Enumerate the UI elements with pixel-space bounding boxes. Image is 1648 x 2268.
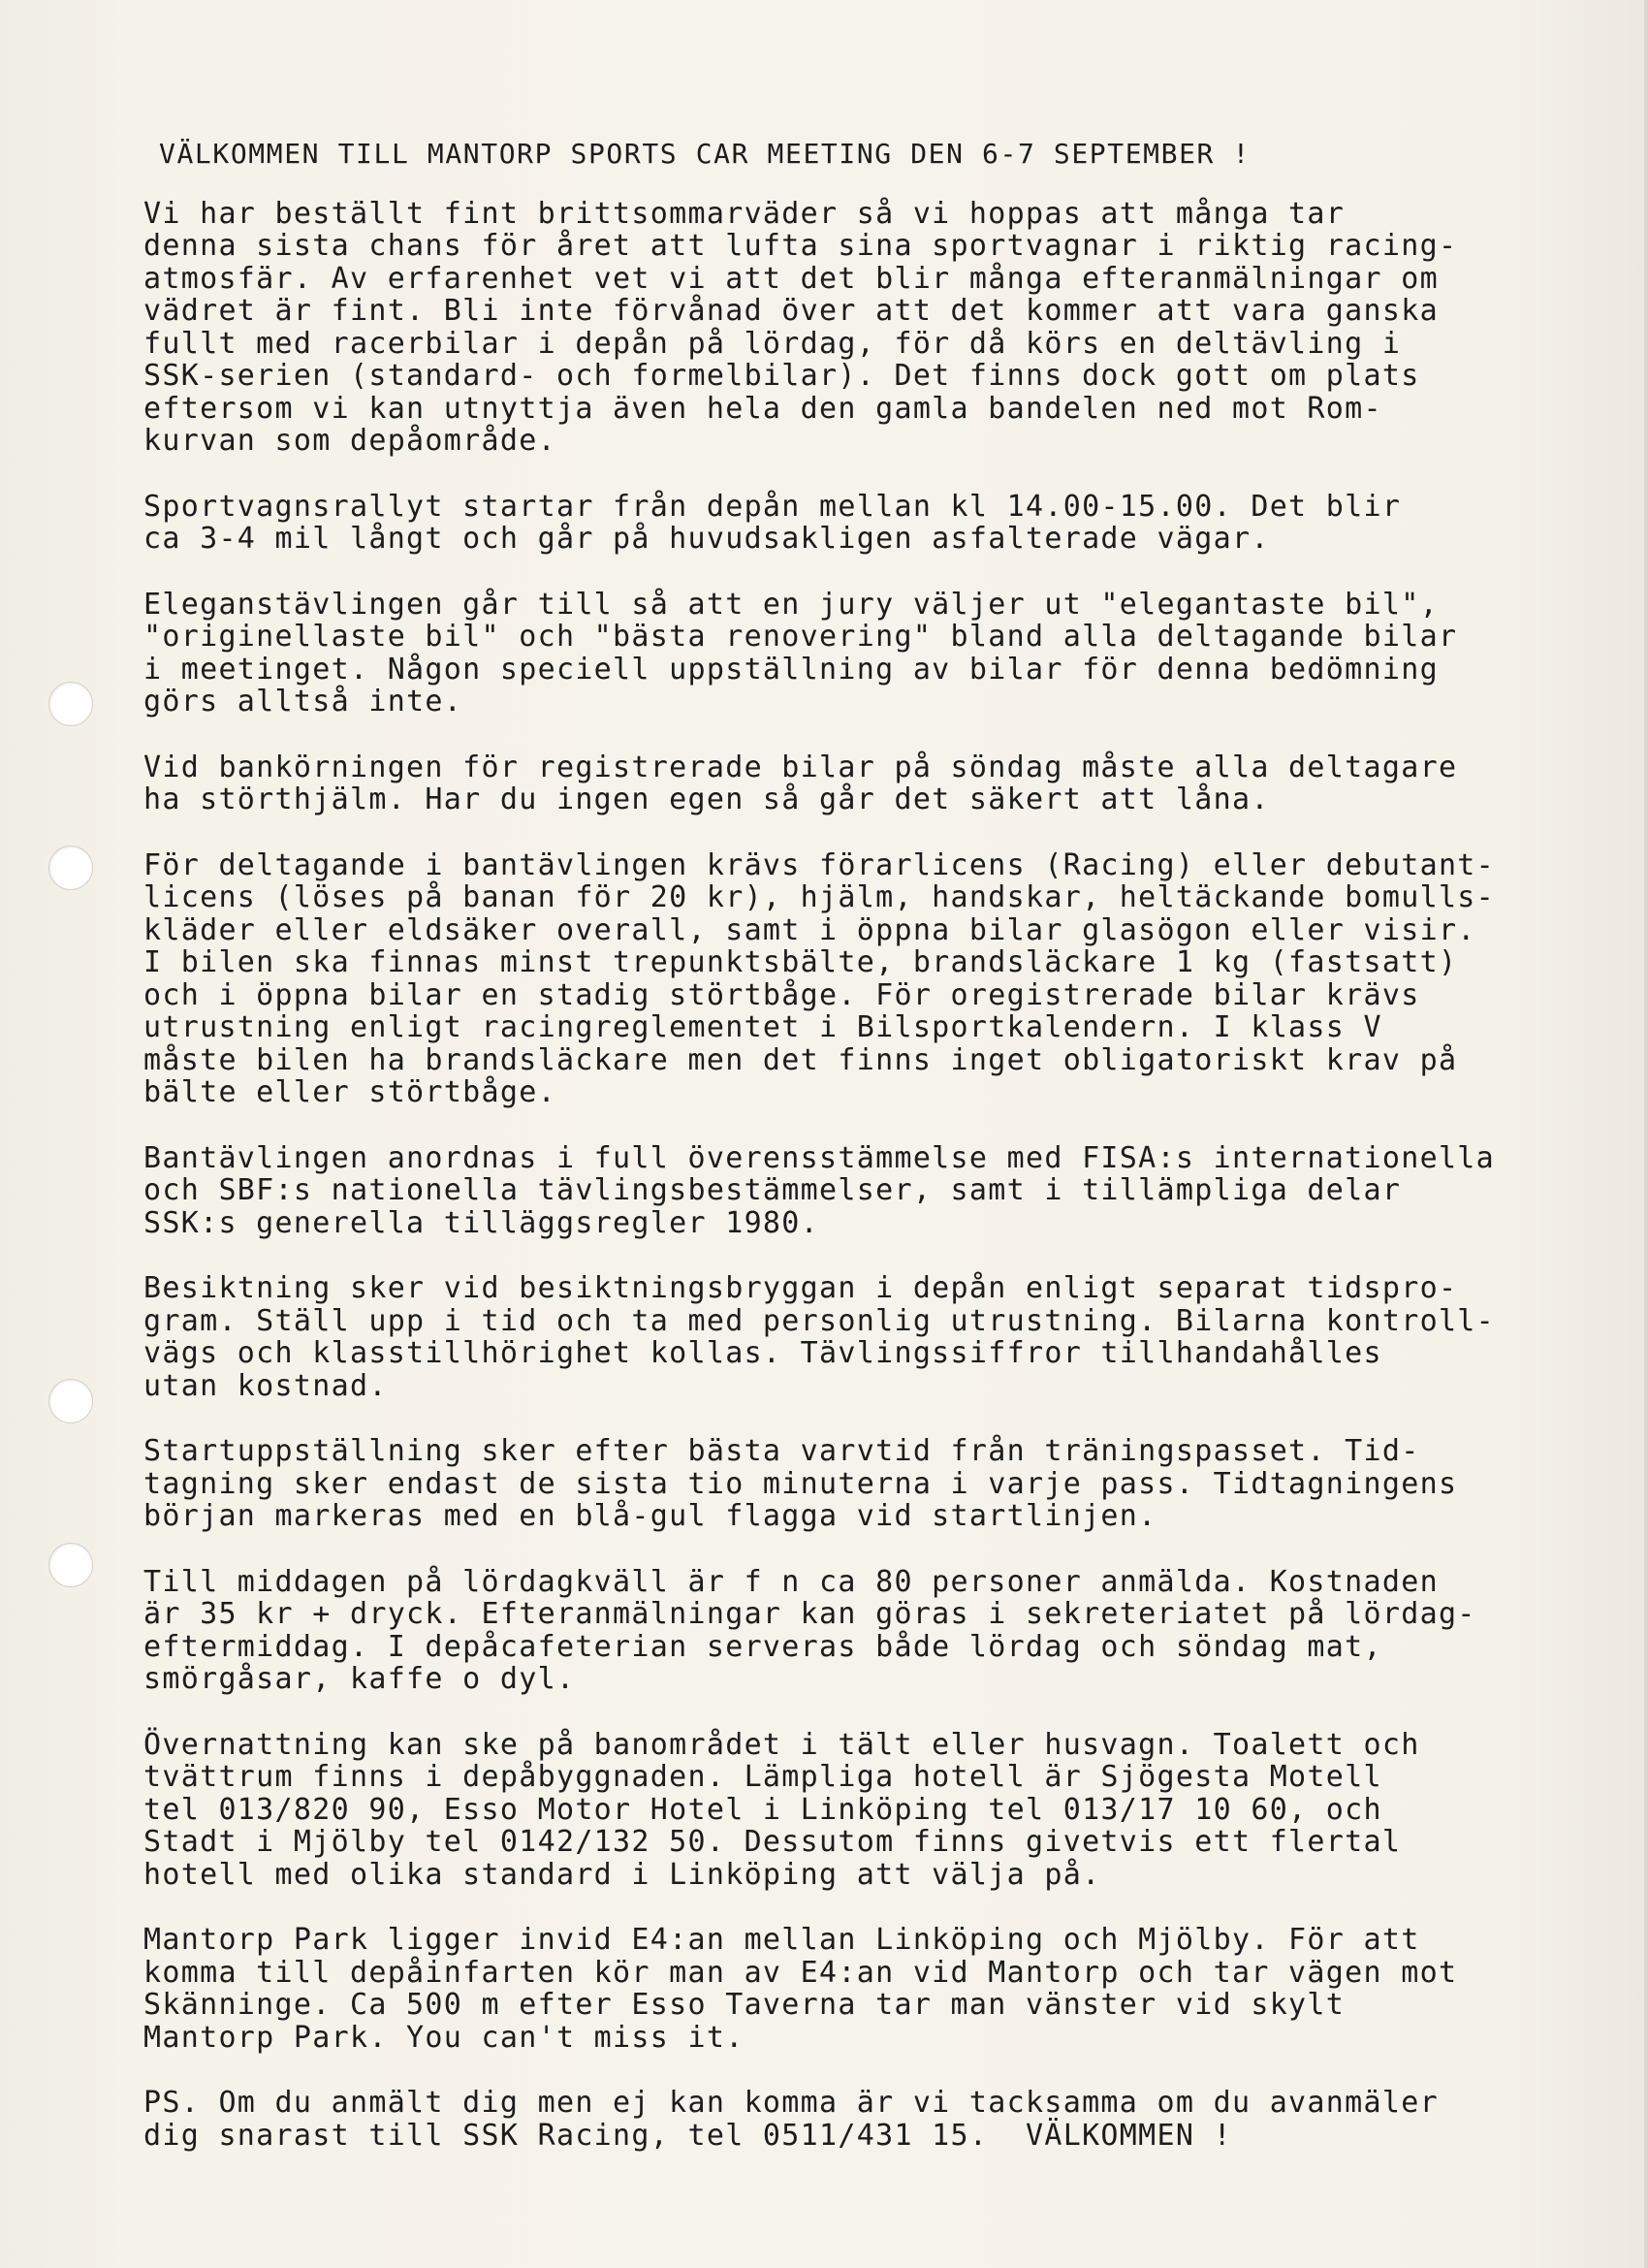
paragraph-list (143, 198, 1588, 2153)
text-line: Eleganstävlingen går till så att en jury väljer ut "elegantaste bil", (143, 587, 1439, 622)
paragraph (143, 589, 1588, 719)
text-line: och SBF:s nationella tävlingsbestämmelser, samt i tillämpliga delar (143, 1173, 1402, 1207)
paragraph (143, 1272, 1588, 1402)
document-body (143, 138, 1588, 2185)
text-line: För deltagande i bantävlingen krävs förarlicens (Racing) eller debutant- (143, 847, 1496, 882)
page-edge (1644, 0, 1648, 2268)
text-line: början markeras med en blå-gul flagga vid startlinjen. (143, 1499, 1157, 1533)
document-heading: VÄLKOMMEN TILL MANTORP SPORTS CAR MEETING DEN 6-7 SEPTEMBER ! (159, 138, 1251, 170)
paragraph (143, 751, 1588, 816)
paragraph (143, 1566, 1588, 1696)
text-line: utrustning enligt racingreglementet i Bilsportkalendern. I klass V (143, 1010, 1382, 1044)
text-line: Mantorp Park ligger invid E4:an mellan Linköping och Mjölby. För att (143, 1923, 1420, 1957)
text-line: dig snarast till SSK Racing, tel 0511/431 15. VÄLKOMMEN ! (143, 2118, 1232, 2153)
text-line: smörgåsar, kaffe o dyl. (143, 1662, 576, 1696)
text-line: Till middagen på lördagkväll är f n ca 80 personer anmälda. Kostnaden (143, 1564, 1439, 1599)
paragraph (143, 1729, 1588, 1892)
text-line: hotell med olika standard i Linköping att välja på. (143, 1857, 1101, 1892)
text-line: PS. Om du anmält dig men ej kan komma är vi tacksamma om du avanmäler (143, 2086, 1439, 2120)
text-line: "originellaste bil" och "bästa renovering" bland alla deltagande bilar (143, 620, 1458, 654)
text-line: kläder eller eldsäker overall, samt i öppna bilar glasögon eller visir. (143, 912, 1476, 947)
text-line: gram. Ställ upp i tid och ta med personlig utrustning. Bilarna kontroll- (143, 1303, 1496, 1338)
text-line: Sportvagnsrallyt startar från depån mellan kl 14.00-15.00. Det blir (143, 489, 1402, 524)
text-line: ca 3-4 mil långt och går på huvudsakligen asfalterade vägar. (143, 522, 1270, 556)
text-line: licens (löses på banan för 20 kr), hjälm, handskar, heltäckande bomulls- (143, 880, 1496, 914)
text-line: fullt med racerbilar i depån på lördag, för då körs en deltävling i (143, 326, 1402, 361)
paragraph (143, 849, 1588, 1109)
text-line: bälte eller störtbåge. (143, 1075, 556, 1109)
text-line: atmosfär. Av erfarenhet vet vi att det blir många efteranmälningar om (143, 261, 1439, 296)
text-line: i meetinget. Någon speciell uppställning av bilar för denna bedömning (143, 652, 1439, 687)
text-line: Stadt i Mjölby tel 0142/132 50. Dessutom finns givetvis ett flertal (143, 1825, 1402, 1859)
text-line: SSK-serien (standard- och formelbilar). Det finns dock gott om plats (143, 359, 1420, 393)
text-line: vädret är fint. Bli inte förvånad över att det kommer att vara ganska (143, 294, 1439, 328)
text-line: denna sista chans för året att lufta sina sportvagnar i riktig racing- (143, 229, 1458, 263)
text-line: kurvan som depåområde. (143, 424, 556, 458)
punch-hole (48, 846, 93, 890)
text-line: utan kostnad. (143, 1368, 388, 1403)
text-line: är 35 kr + dryck. Efteranmälningar kan göras i sekreteriatet på lördag- (143, 1597, 1476, 1631)
text-line: tvättrum finns i depåbyggnaden. Lämpliga hotell är Sjögesta Motell (143, 1760, 1382, 1794)
punch-hole (48, 1379, 93, 1423)
text-line: Skänninge. Ca 500 m efter Esso Taverna tar man vänster vid skylt (143, 1988, 1346, 2022)
text-line: tagning sker endast de sista tio minuterna i varje pass. Tidtagningens (143, 1466, 1458, 1501)
paragraph (143, 1924, 1588, 2054)
text-line: ha störthjälm. Har du ingen egen så går det säkert att låna. (143, 783, 1270, 816)
paragraph (143, 2087, 1588, 2152)
text-line: görs alltså inte. (143, 685, 463, 719)
text-line: komma till depåinfarten kör man av E4:an vid Mantorp och tar vägen mot (143, 1955, 1458, 1990)
text-line: Vi har beställt fint brittsommarväder så vi hoppas att många tar (143, 196, 1346, 231)
text-line: Övernattning kan ske på banområdet i tält eller husvagn. Toalett och (143, 1727, 1420, 1762)
paragraph (143, 491, 1588, 556)
text-line: tel 013/820 90, Esso Motor Hotel i Linköping tel 013/17 10 60, och (143, 1792, 1382, 1827)
text-line: Mantorp Park. You can't miss it. (143, 2020, 745, 2055)
text-line: Startuppställning sker efter bästa varvtid från träningspasset. Tid- (143, 1434, 1420, 1468)
text-line: Vid bankörningen för registrerade bilar på söndag måste alla deltagare (143, 750, 1458, 784)
text-line: SSK:s generella tilläggsregler 1980. (143, 1205, 820, 1240)
punch-hole (48, 1543, 93, 1587)
paragraph (143, 1435, 1588, 1533)
text-line: eftermiddag. I depåcafeterian serveras både lördag och söndag mat, (143, 1629, 1382, 1664)
text-line: Besiktning sker vid besiktningsbryggan i depån enligt separat tidspro- (143, 1271, 1458, 1305)
text-line: och i öppna bilar en stadig störtbåge. För oregistrerade bilar krävs (143, 977, 1420, 1012)
text-line: vägs och klasstillhörighet kollas. Tävlingssiffror tillhandahålles (143, 1336, 1382, 1370)
paragraph (143, 1142, 1588, 1240)
text-line: eftersom vi kan utnyttja även hela den gamla bandelen ned mot Rom- (143, 391, 1382, 426)
punch-hole (48, 682, 93, 726)
text-line: I bilen ska finnas minst trepunktsbälte, brandsläckare 1 kg (fastsatt) (143, 945, 1458, 979)
text-line: Bantävlingen anordnas i full överensstämmelse med FISA:s internationella (143, 1140, 1496, 1175)
paragraph (143, 198, 1588, 458)
text-line: måste bilen ha brandsläckare men det finns inget obligatoriskt krav på (143, 1042, 1458, 1077)
